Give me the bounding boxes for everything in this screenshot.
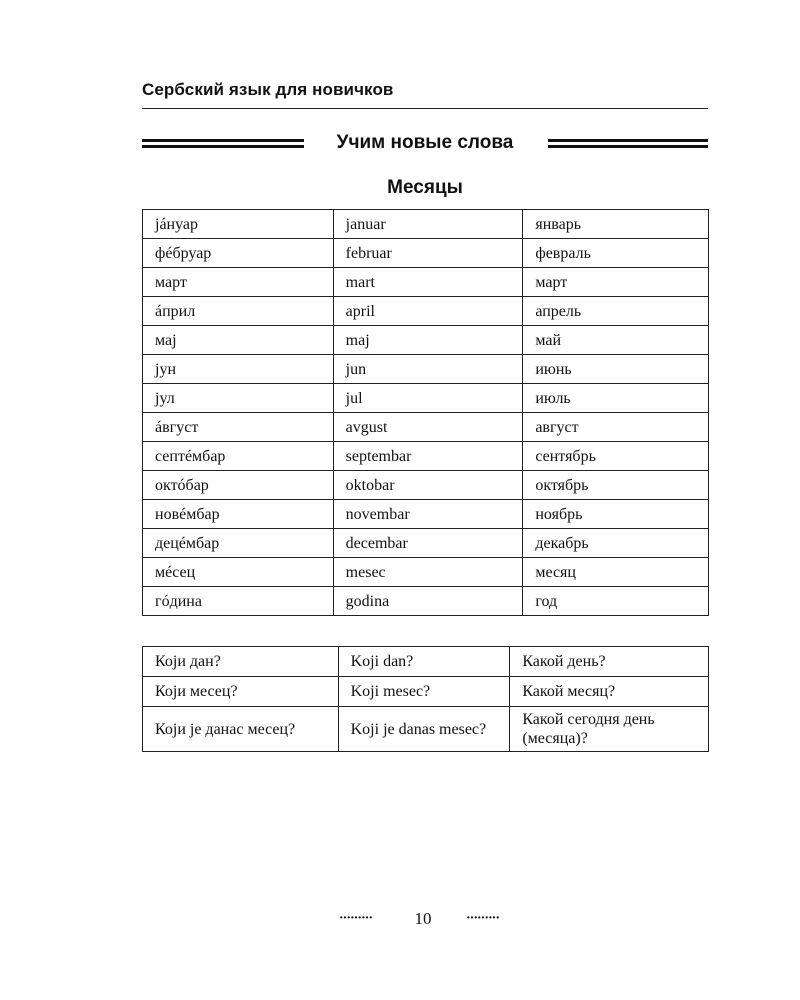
table-row [143, 239, 709, 268]
serbian-cyrillic-cell: Који дан? [143, 647, 339, 677]
table-row [143, 297, 709, 326]
banner-double-rule-left [142, 139, 304, 148]
russian-cell: август [523, 413, 709, 442]
russian-cell: Какой сегодня день (месяца)? [510, 707, 709, 752]
russian-cell: февраль [523, 239, 709, 268]
book-title: Сербский язык для новичков [142, 80, 394, 99]
serbian-latin-cell: septembar [333, 442, 523, 471]
russian-cell: месяц [523, 558, 709, 587]
table-row [143, 442, 709, 471]
section-title: Учим новые слова [336, 132, 514, 153]
serbian-latin-cell: jul [333, 384, 523, 413]
table-row [143, 558, 709, 587]
russian-cell: июль [523, 384, 709, 413]
serbian-latin-cell: april [333, 297, 523, 326]
table-row [143, 587, 709, 616]
banner-double-rule-right [548, 139, 708, 148]
serbian-cyrillic-cell: јун [143, 355, 334, 384]
serbian-cyrillic-cell: áвгуст [143, 413, 334, 442]
serbian-cyrillic-cell: новéмбар [143, 500, 334, 529]
serbian-latin-cell: godina [333, 587, 523, 616]
russian-cell: апрель [523, 297, 709, 326]
table-row [143, 210, 709, 239]
russian-cell: ноябрь [523, 500, 709, 529]
page-footer [0, 909, 800, 931]
serbian-latin-cell: mart [333, 268, 523, 297]
serbian-cyrillic-cell: áприл [143, 297, 334, 326]
russian-cell: июнь [523, 355, 709, 384]
serbian-cyrillic-cell: Који месец? [143, 677, 339, 707]
serbian-cyrillic-cell: јáнуар [143, 210, 334, 239]
serbian-latin-cell: novembar [333, 500, 523, 529]
serbian-latin-cell: jun [333, 355, 523, 384]
serbian-latin-cell: maj [333, 326, 523, 355]
serbian-latin-cell: mesec [333, 558, 523, 587]
serbian-cyrillic-cell: мéсец [143, 558, 334, 587]
serbian-cyrillic-cell: септéмбар [143, 442, 334, 471]
page-header [142, 80, 708, 109]
table-row [143, 384, 709, 413]
serbian-latin-cell: Koji je danas mesec? [338, 707, 510, 752]
serbian-cyrillic-cell: мај [143, 326, 334, 355]
russian-cell: октябрь [523, 471, 709, 500]
serbian-cyrillic-cell: Који је данас месец? [143, 707, 339, 752]
table-row [143, 355, 709, 384]
serbian-cyrillic-cell: фéбруар [143, 239, 334, 268]
russian-cell: декабрь [523, 529, 709, 558]
table-row [143, 413, 709, 442]
table-row [143, 529, 709, 558]
russian-cell: Какой день? [510, 647, 709, 677]
table-row [143, 268, 709, 297]
table-row [143, 326, 709, 355]
russian-cell: январь [523, 210, 709, 239]
table-row [143, 647, 709, 677]
table-row [143, 500, 709, 529]
serbian-cyrillic-cell: гóдина [143, 587, 334, 616]
serbian-latin-cell: avgust [333, 413, 523, 442]
serbian-cyrillic-cell: децéмбар [143, 529, 334, 558]
serbian-latin-cell: oktobar [333, 471, 523, 500]
footer-dots-right: ········· [466, 911, 500, 926]
russian-cell: март [523, 268, 709, 297]
serbian-latin-cell: Koji mesec? [338, 677, 510, 707]
serbian-latin-cell: decembar [333, 529, 523, 558]
table-row [143, 471, 709, 500]
russian-cell: сентябрь [523, 442, 709, 471]
russian-cell: Какой месяц? [510, 677, 709, 707]
russian-cell: май [523, 326, 709, 355]
months-table-title: Месяцы [387, 177, 463, 198]
serbian-cyrillic-cell: март [143, 268, 334, 297]
phrases-table [142, 646, 709, 752]
serbian-latin-cell: Koji dan? [338, 647, 510, 677]
footer-dots-left: ········· [339, 911, 373, 926]
table-row [143, 677, 709, 707]
serbian-latin-cell: februar [333, 239, 523, 268]
serbian-cyrillic-cell: јул [143, 384, 334, 413]
page-number: 10 [414, 909, 432, 928]
serbian-cyrillic-cell: октóбар [143, 471, 334, 500]
russian-cell: год [523, 587, 709, 616]
serbian-latin-cell: januar [333, 210, 523, 239]
section-banner [142, 131, 708, 157]
months-table [142, 209, 709, 616]
table-row [143, 707, 709, 752]
